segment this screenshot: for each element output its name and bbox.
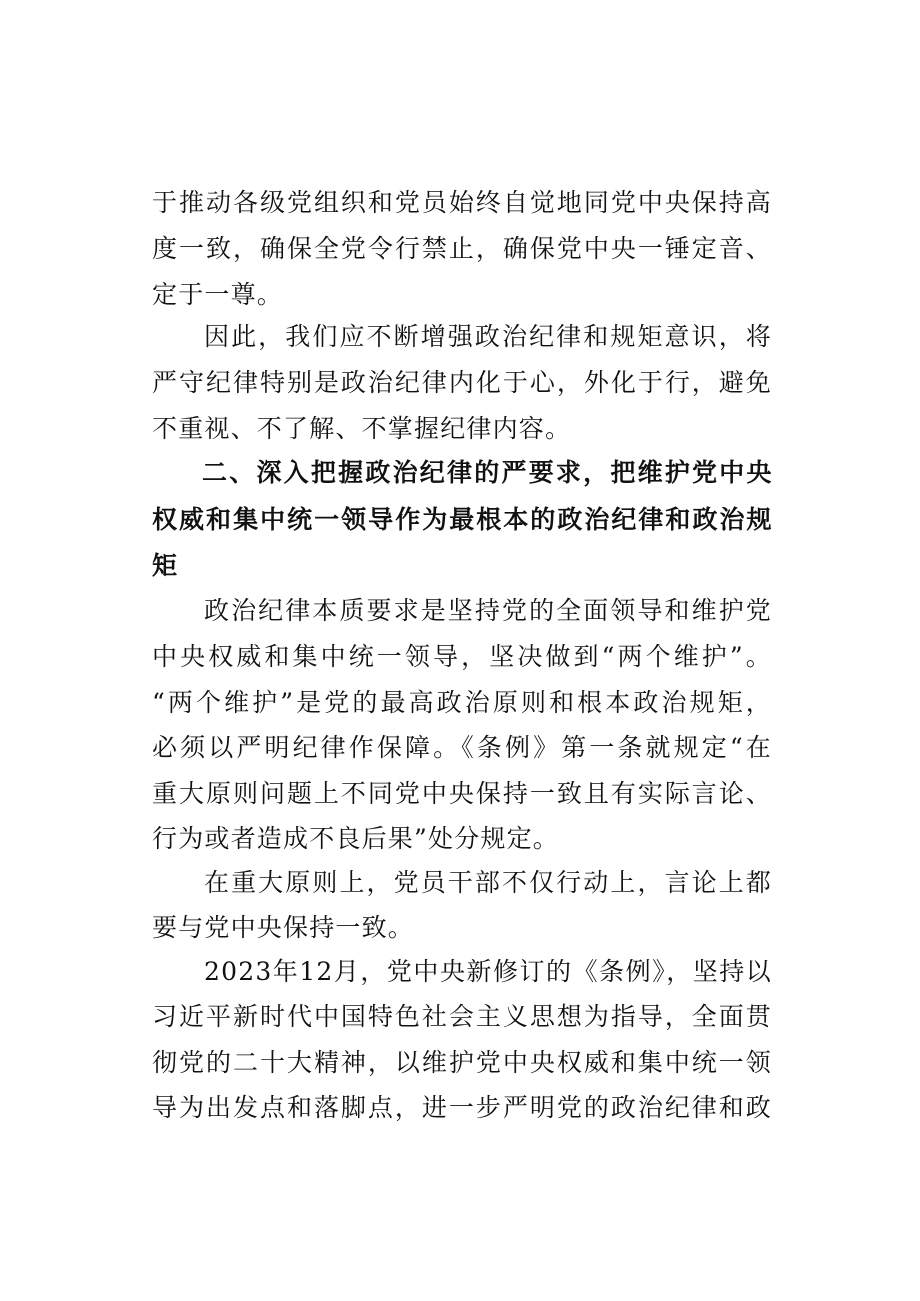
paragraph-first-line: 2023年12月，党中央新修订的《条例》，坚持以 [204,957,772,986]
text-line: 度一致，确保全党令行禁止，确保党中央一锤定音、 [152,234,772,263]
text-line: 彻党的二十大精神，以维护党中央权威和集中统一领 [152,1048,772,1077]
text-line: 重大原则问题上不同党中央保持一致且有实际言论、 [152,779,772,808]
text-line: “两个维护”是党的最高政治原则和根本政治规矩， [152,688,772,717]
paragraph-first-line: 因此，我们应不断增强政治纪律和规矩意识，将 [204,322,772,351]
text-line: 定于一尊。 [152,280,284,309]
text-line: 必须以严明纪律作保障。《条例》第一条就规定“在 [152,733,772,762]
section-heading: 二、深入把握政治纪律的严要求，把维护党中央 [202,458,772,487]
text-line: 严守纪律特别是政治纪律内化于心，外化于行，避免 [152,368,772,397]
section-heading-line: 权威和集中统一领导作为最根本的政治纪律和政治规 [152,505,772,534]
text-line: 不重视、不了解、不掌握纪律内容。 [152,414,572,443]
paragraph-first-line: 在重大原则上，党员干部不仅行动上，言论上都 [204,868,772,897]
text-line: 要与党中央保持一致。 [152,913,415,942]
text-line: 中央权威和集中统一领导，坚决做到“两个维护”。 [152,642,772,671]
text-line: 行为或者造成不良后果”处分规定。 [152,824,559,853]
section-heading-line: 矩 [152,551,178,580]
text-line: 习近平新时代中国特色社会主义思想为指导，全面贯 [152,1002,772,1031]
text-line: 导为出发点和落脚点，进一步严明党的政治纪律和政 [152,1093,772,1122]
paragraph-first-line: 政治纪律本质要求是坚持党的全面领导和维护党 [204,596,772,625]
text-line: 于推动各级党组织和党员始终自觉地同党中央保持高 [152,188,772,217]
